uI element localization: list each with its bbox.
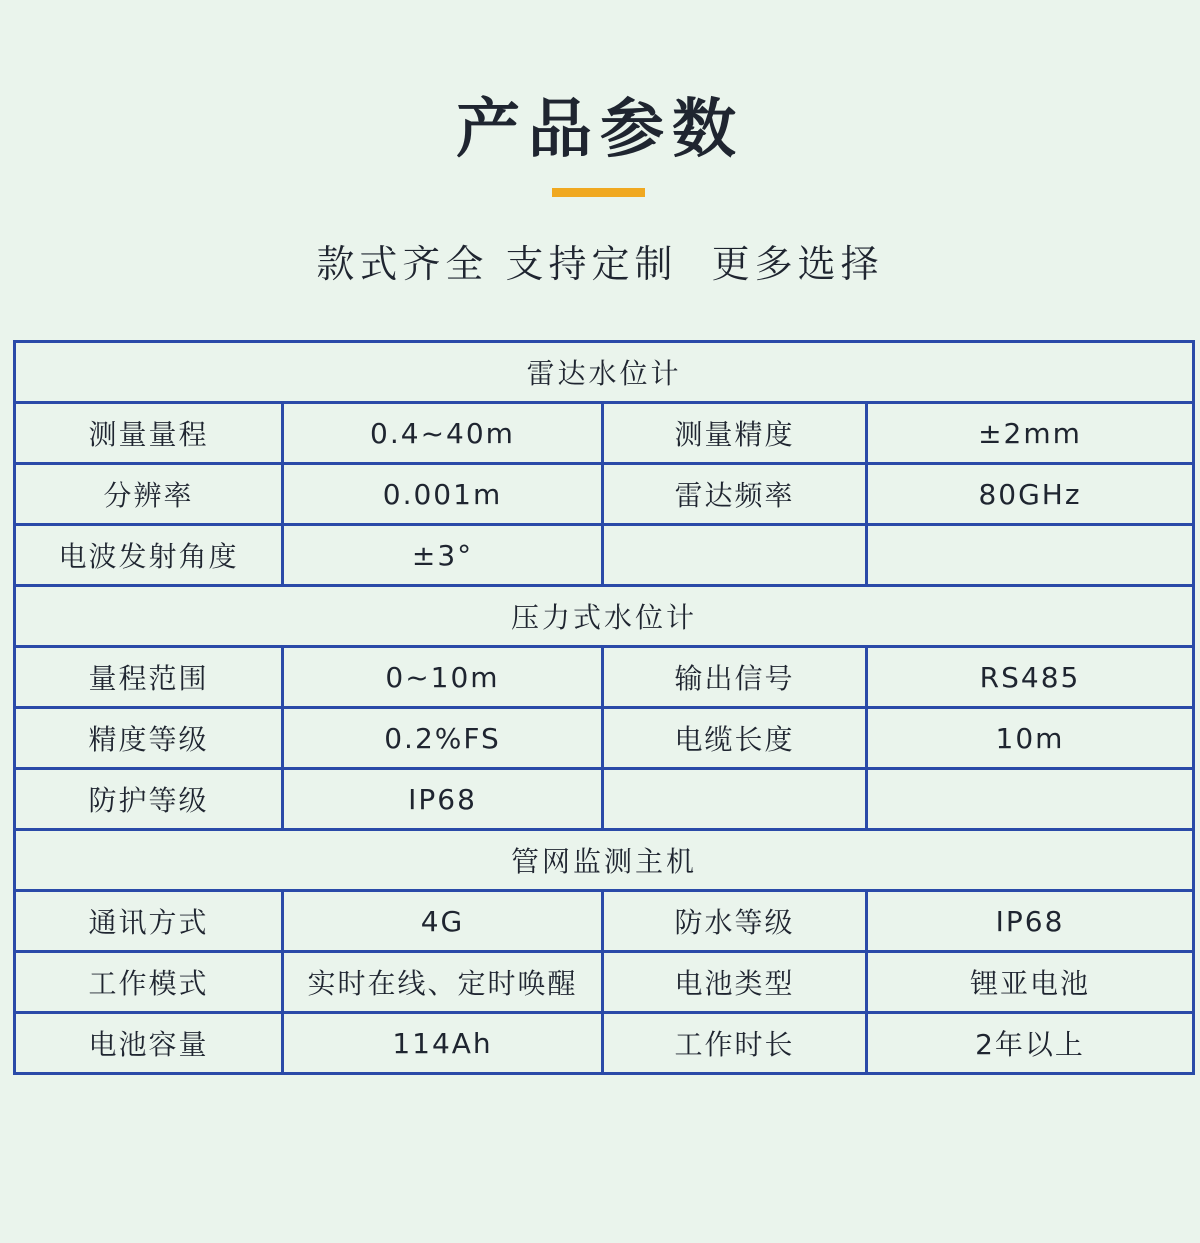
table-row (15, 525, 1194, 586)
param-value: 实时在线、定时唤醒 (283, 952, 603, 1013)
param-label (603, 769, 867, 830)
param-value: 80GHz (867, 464, 1194, 525)
param-label: 防护等级 (15, 769, 283, 830)
section-title: 压力式水位计 (15, 586, 1194, 647)
section-title: 雷达水位计 (15, 342, 1194, 403)
param-value: ±3° (283, 525, 603, 586)
page-title: 产品参数 (456, 93, 744, 167)
table-row (15, 952, 1194, 1013)
param-label: 雷达频率 (603, 464, 867, 525)
table-row (15, 403, 1194, 464)
table-row (15, 769, 1194, 830)
param-label: 电缆长度 (603, 708, 867, 769)
section-header-row (15, 342, 1194, 403)
table-row (15, 464, 1194, 525)
param-label: 通讯方式 (15, 891, 283, 952)
param-label: 电波发射角度 (15, 525, 283, 586)
section-header-row (15, 586, 1194, 647)
param-label: 分辨率 (15, 464, 283, 525)
title-accent-bar (552, 188, 645, 197)
param-label: 电池容量 (15, 1013, 283, 1074)
param-value: 0.2%FS (283, 708, 603, 769)
param-value: 2年以上 (867, 1013, 1194, 1074)
param-label: 工作时长 (603, 1013, 867, 1074)
param-value (867, 525, 1194, 586)
param-label: 工作模式 (15, 952, 283, 1013)
param-label: 量程范围 (15, 647, 283, 708)
param-value (867, 769, 1194, 830)
param-label: 输出信号 (603, 647, 867, 708)
param-label: 测量精度 (603, 403, 867, 464)
param-label: 精度等级 (15, 708, 283, 769)
param-label: 电池类型 (603, 952, 867, 1013)
param-label: 防水等级 (603, 891, 867, 952)
param-value: 4G (283, 891, 603, 952)
table-row (15, 708, 1194, 769)
table-row (15, 1013, 1194, 1074)
section-header-row (15, 830, 1194, 891)
param-value: 0.001m (283, 464, 603, 525)
param-value: ±2mm (867, 403, 1194, 464)
param-label: 测量量程 (15, 403, 283, 464)
section-title: 管网监测主机 (15, 830, 1194, 891)
page-subtitle: 款式齐全 支持定制 更多选择 (316, 242, 884, 286)
table-row (15, 891, 1194, 952)
param-value: 0.4~40m (283, 403, 603, 464)
param-value: 0~10m (283, 647, 603, 708)
param-value: RS485 (867, 647, 1194, 708)
param-label (603, 525, 867, 586)
param-value: 10m (867, 708, 1194, 769)
param-value: IP68 (867, 891, 1194, 952)
param-value: 锂亚电池 (867, 952, 1194, 1013)
table-row (15, 647, 1194, 708)
spec-table (13, 340, 1195, 1075)
param-value: IP68 (283, 769, 603, 830)
param-value: 114Ah (283, 1013, 603, 1074)
